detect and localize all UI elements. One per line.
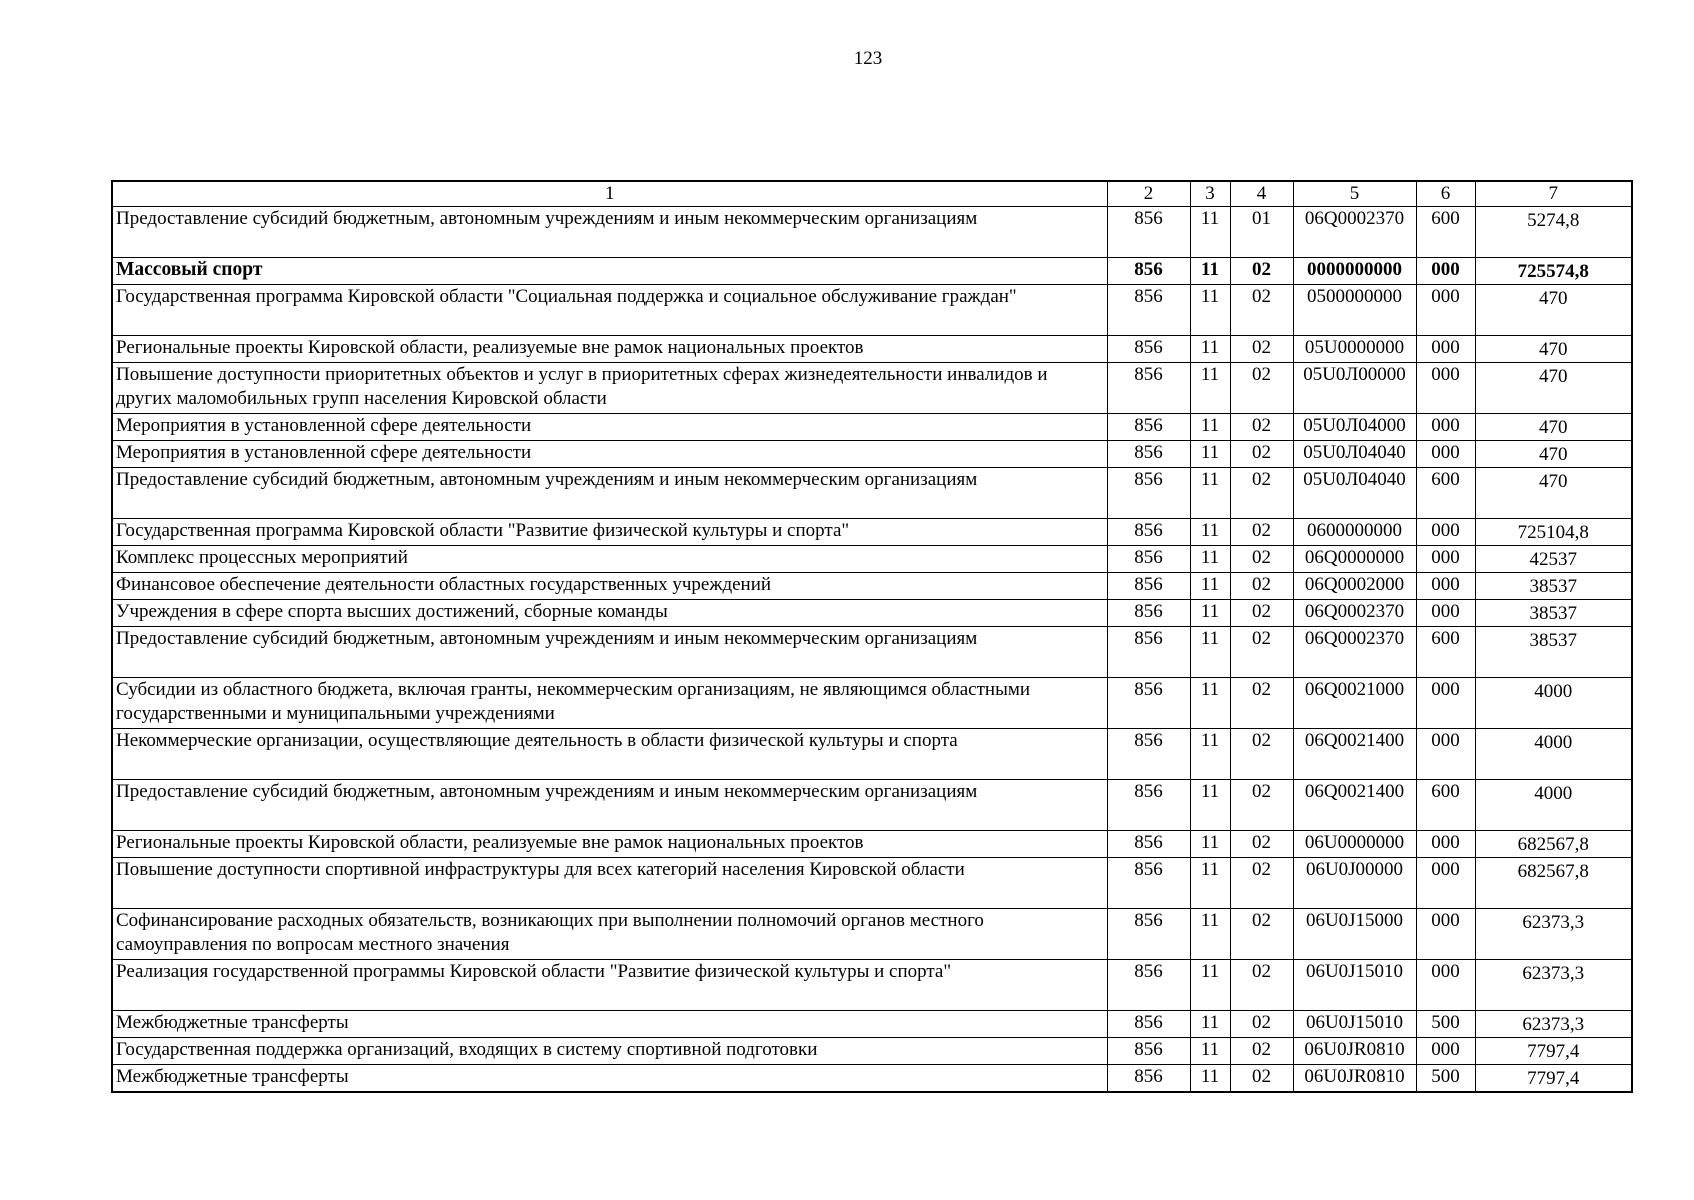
cell-target-article: 0000000000 — [1293, 258, 1416, 285]
cell-amount: 7797,4 — [1475, 1065, 1632, 1093]
cell-subsection: 02 — [1230, 285, 1293, 336]
cell-expense-type: 000 — [1416, 546, 1475, 573]
cell-expense-type: 000 — [1416, 441, 1475, 468]
cell-target-article: 0500000000 — [1293, 285, 1416, 336]
cell-section: 11 — [1190, 909, 1230, 960]
cell-subsection: 02 — [1230, 468, 1293, 519]
header-col-5: 5 — [1293, 181, 1416, 207]
cell-section: 11 — [1190, 831, 1230, 858]
cell-amount: 7797,4 — [1475, 1038, 1632, 1065]
cell-amount: 4000 — [1475, 729, 1632, 780]
header-col-2: 2 — [1107, 181, 1190, 207]
table-row — [112, 519, 1632, 546]
cell-ministry-code: 856 — [1107, 1011, 1190, 1038]
cell-subsection: 02 — [1230, 780, 1293, 831]
header-col-1: 1 — [112, 181, 1107, 207]
table-row — [112, 729, 1632, 780]
table-row — [112, 909, 1632, 960]
cell-name: Повышение доступности спортивной инфраструктуры для всех категорий населения Кировской области — [112, 858, 1107, 909]
table-row — [112, 363, 1632, 414]
cell-ministry-code: 856 — [1107, 519, 1190, 546]
cell-target-article: 06Q0002000 — [1293, 573, 1416, 600]
cell-ministry-code: 856 — [1107, 258, 1190, 285]
cell-ministry-code: 856 — [1107, 285, 1190, 336]
cell-amount: 5274,8 — [1475, 207, 1632, 258]
cell-target-article: 06U0J15000 — [1293, 909, 1416, 960]
cell-amount: 62373,3 — [1475, 909, 1632, 960]
cell-expense-type: 500 — [1416, 1011, 1475, 1038]
cell-expense-type: 000 — [1416, 1038, 1475, 1065]
cell-ministry-code: 856 — [1107, 336, 1190, 363]
cell-expense-type: 000 — [1416, 258, 1475, 285]
cell-expense-type: 600 — [1416, 627, 1475, 678]
table-row — [112, 468, 1632, 519]
cell-expense-type: 000 — [1416, 519, 1475, 546]
cell-section: 11 — [1190, 519, 1230, 546]
table-row — [112, 858, 1632, 909]
cell-amount: 470 — [1475, 336, 1632, 363]
header-col-4: 4 — [1230, 181, 1293, 207]
cell-subsection: 02 — [1230, 363, 1293, 414]
cell-section: 11 — [1190, 1011, 1230, 1038]
cell-expense-type: 000 — [1416, 960, 1475, 1011]
cell-amount: 38537 — [1475, 573, 1632, 600]
cell-ministry-code: 856 — [1107, 441, 1190, 468]
cell-ministry-code: 856 — [1107, 858, 1190, 909]
cell-section: 11 — [1190, 207, 1230, 258]
cell-name: Учреждения в сфере спорта высших достижений, сборные команды — [112, 600, 1107, 627]
cell-name: Государственная программа Кировской области "Развитие физической культуры и спорта" — [112, 519, 1107, 546]
cell-target-article: 06Q0021400 — [1293, 729, 1416, 780]
cell-ministry-code: 856 — [1107, 780, 1190, 831]
cell-section: 11 — [1190, 258, 1230, 285]
table-row — [112, 441, 1632, 468]
cell-subsection: 02 — [1230, 441, 1293, 468]
cell-target-article: 06Q0002370 — [1293, 627, 1416, 678]
cell-amount: 470 — [1475, 468, 1632, 519]
cell-amount: 470 — [1475, 414, 1632, 441]
cell-amount: 682567,8 — [1475, 858, 1632, 909]
cell-expense-type: 000 — [1416, 285, 1475, 336]
table-row — [112, 627, 1632, 678]
cell-ministry-code: 856 — [1107, 627, 1190, 678]
cell-expense-type: 000 — [1416, 363, 1475, 414]
cell-subsection: 02 — [1230, 573, 1293, 600]
cell-target-article: 06U0000000 — [1293, 831, 1416, 858]
cell-ministry-code: 856 — [1107, 414, 1190, 441]
cell-section: 11 — [1190, 441, 1230, 468]
cell-amount: 62373,3 — [1475, 960, 1632, 1011]
cell-target-article: 06U0J15010 — [1293, 1011, 1416, 1038]
cell-target-article: 05U0Л04040 — [1293, 441, 1416, 468]
cell-target-article: 06U0JR0810 — [1293, 1038, 1416, 1065]
cell-subsection: 02 — [1230, 258, 1293, 285]
cell-section: 11 — [1190, 858, 1230, 909]
cell-subsection: 02 — [1230, 336, 1293, 363]
cell-name: Повышение доступности приоритетных объектов и услуг в приоритетных сферах жизнедеятельности инвалидов и других маломобильных групп населения Кировской области — [112, 363, 1107, 414]
cell-subsection: 02 — [1230, 1065, 1293, 1093]
cell-ministry-code: 856 — [1107, 831, 1190, 858]
cell-subsection: 02 — [1230, 627, 1293, 678]
table-row — [112, 1065, 1632, 1093]
cell-name: Реализация государственной программы Кировской области "Развитие физической культуры и спорта" — [112, 960, 1107, 1011]
cell-name: Некоммерческие организации, осуществляющие деятельность в области физической культуры и спорта — [112, 729, 1107, 780]
cell-target-article: 06U0J00000 — [1293, 858, 1416, 909]
cell-section: 11 — [1190, 573, 1230, 600]
cell-ministry-code: 856 — [1107, 960, 1190, 1011]
cell-ministry-code: 856 — [1107, 729, 1190, 780]
header-col-7: 7 — [1475, 181, 1632, 207]
cell-section: 11 — [1190, 546, 1230, 573]
table-row — [112, 336, 1632, 363]
cell-subsection: 02 — [1230, 1011, 1293, 1038]
header-col-3: 3 — [1190, 181, 1230, 207]
cell-section: 11 — [1190, 414, 1230, 441]
cell-target-article: 05U0Л00000 — [1293, 363, 1416, 414]
cell-target-article: 06U0JR0810 — [1293, 1065, 1416, 1093]
cell-ministry-code: 856 — [1107, 207, 1190, 258]
cell-target-article: 06U0J15010 — [1293, 960, 1416, 1011]
cell-section: 11 — [1190, 336, 1230, 363]
table-row — [112, 678, 1632, 729]
cell-expense-type: 000 — [1416, 336, 1475, 363]
cell-subsection: 02 — [1230, 678, 1293, 729]
table-row — [112, 600, 1632, 627]
cell-name: Межбюджетные трансферты — [112, 1011, 1107, 1038]
cell-name: Государственная поддержка организаций, входящих в систему спортивной подготовки — [112, 1038, 1107, 1065]
cell-ministry-code: 856 — [1107, 600, 1190, 627]
cell-subsection: 02 — [1230, 519, 1293, 546]
cell-target-article: 05U0000000 — [1293, 336, 1416, 363]
cell-expense-type: 000 — [1416, 909, 1475, 960]
cell-expense-type: 000 — [1416, 831, 1475, 858]
table-row — [112, 573, 1632, 600]
cell-amount: 4000 — [1475, 678, 1632, 729]
table-row — [112, 207, 1632, 258]
page-number: 123 — [853, 48, 883, 69]
cell-expense-type: 000 — [1416, 414, 1475, 441]
cell-amount: 470 — [1475, 363, 1632, 414]
cell-target-article: 06Q0000000 — [1293, 546, 1416, 573]
cell-name: Мероприятия в установленной сфере деятельности — [112, 414, 1107, 441]
table-row — [112, 1011, 1632, 1038]
cell-name: Государственная программа Кировской области "Социальная поддержка и социальное обслуживание граждан" — [112, 285, 1107, 336]
table-row — [112, 1038, 1632, 1065]
cell-subsection: 02 — [1230, 729, 1293, 780]
cell-amount: 470 — [1475, 441, 1632, 468]
cell-expense-type: 000 — [1416, 573, 1475, 600]
cell-ministry-code: 856 — [1107, 678, 1190, 729]
table-row — [112, 258, 1632, 285]
cell-expense-type: 000 — [1416, 729, 1475, 780]
cell-name: Региональные проекты Кировской области, реализуемые вне рамок национальных проектов — [112, 831, 1107, 858]
cell-name: Мероприятия в установленной сфере деятельности — [112, 441, 1107, 468]
cell-name: Предоставление субсидий бюджетным, автономным учреждениям и иным некоммерческим организациям — [112, 627, 1107, 678]
cell-target-article: 06Q0021000 — [1293, 678, 1416, 729]
cell-ministry-code: 856 — [1107, 468, 1190, 519]
cell-target-article: 06Q0002370 — [1293, 207, 1416, 258]
cell-amount: 38537 — [1475, 627, 1632, 678]
cell-subsection: 02 — [1230, 960, 1293, 1011]
cell-section: 11 — [1190, 1038, 1230, 1065]
cell-expense-type: 600 — [1416, 780, 1475, 831]
table-row — [112, 285, 1632, 336]
cell-subsection: 02 — [1230, 1038, 1293, 1065]
cell-amount: 725574,8 — [1475, 258, 1632, 285]
cell-name: Предоставление субсидий бюджетным, автономным учреждениям и иным некоммерческим организациям — [112, 207, 1107, 258]
cell-ministry-code: 856 — [1107, 363, 1190, 414]
cell-expense-type: 500 — [1416, 1065, 1475, 1093]
cell-name: Комплекс процессных мероприятий — [112, 546, 1107, 573]
cell-subsection: 02 — [1230, 831, 1293, 858]
cell-section: 11 — [1190, 363, 1230, 414]
cell-section: 11 — [1190, 285, 1230, 336]
cell-target-article: 05U0Л04040 — [1293, 468, 1416, 519]
cell-subsection: 01 — [1230, 207, 1293, 258]
cell-ministry-code: 856 — [1107, 1038, 1190, 1065]
cell-amount: 38537 — [1475, 600, 1632, 627]
cell-subsection: 02 — [1230, 858, 1293, 909]
cell-ministry-code: 856 — [1107, 909, 1190, 960]
table-row — [112, 831, 1632, 858]
cell-amount: 725104,8 — [1475, 519, 1632, 546]
table-row — [112, 414, 1632, 441]
cell-subsection: 02 — [1230, 414, 1293, 441]
cell-name: Финансовое обеспечение деятельности областных государственных учреждений — [112, 573, 1107, 600]
header-col-6: 6 — [1416, 181, 1475, 207]
cell-name: Предоставление субсидий бюджетным, автономным учреждениям и иным некоммерческим организациям — [112, 468, 1107, 519]
cell-section: 11 — [1190, 678, 1230, 729]
cell-ministry-code: 856 — [1107, 1065, 1190, 1093]
cell-name: Межбюджетные трансферты — [112, 1065, 1107, 1093]
cell-name: Массовый спорт — [112, 258, 1107, 285]
table-body — [112, 207, 1632, 1093]
cell-target-article: 06Q0002370 — [1293, 600, 1416, 627]
cell-section: 11 — [1190, 729, 1230, 780]
cell-amount: 42537 — [1475, 546, 1632, 573]
cell-section: 11 — [1190, 780, 1230, 831]
cell-expense-type: 000 — [1416, 678, 1475, 729]
cell-amount: 470 — [1475, 285, 1632, 336]
cell-subsection: 02 — [1230, 600, 1293, 627]
cell-subsection: 02 — [1230, 909, 1293, 960]
cell-section: 11 — [1190, 600, 1230, 627]
cell-amount: 682567,8 — [1475, 831, 1632, 858]
cell-expense-type: 600 — [1416, 468, 1475, 519]
cell-section: 11 — [1190, 468, 1230, 519]
cell-subsection: 02 — [1230, 546, 1293, 573]
cell-ministry-code: 856 — [1107, 546, 1190, 573]
table-row — [112, 960, 1632, 1011]
cell-target-article: 05U0Л04000 — [1293, 414, 1416, 441]
cell-ministry-code: 856 — [1107, 573, 1190, 600]
cell-name: Региональные проекты Кировской области, реализуемые вне рамок национальных проектов — [112, 336, 1107, 363]
cell-expense-type: 600 — [1416, 207, 1475, 258]
cell-section: 11 — [1190, 627, 1230, 678]
cell-section: 11 — [1190, 1065, 1230, 1093]
budget-table — [111, 180, 1633, 1093]
table-row — [112, 780, 1632, 831]
cell-name: Софинансирование расходных обязательств, возникающих при выполнении полномочий органов местного самоуправления по вопросам местного значения — [112, 909, 1107, 960]
cell-amount: 4000 — [1475, 780, 1632, 831]
cell-name: Субсидии из областного бюджета, включая гранты, некоммерческим организациям, не являющимся областными государственными и муниципальными учреждениями — [112, 678, 1107, 729]
cell-target-article: 0600000000 — [1293, 519, 1416, 546]
cell-amount: 62373,3 — [1475, 1011, 1632, 1038]
cell-name: Предоставление субсидий бюджетным, автономным учреждениям и иным некоммерческим организациям — [112, 780, 1107, 831]
table-row — [112, 546, 1632, 573]
header-row — [112, 181, 1632, 207]
cell-section: 11 — [1190, 960, 1230, 1011]
cell-expense-type: 000 — [1416, 600, 1475, 627]
cell-target-article: 06Q0021400 — [1293, 780, 1416, 831]
cell-expense-type: 000 — [1416, 858, 1475, 909]
